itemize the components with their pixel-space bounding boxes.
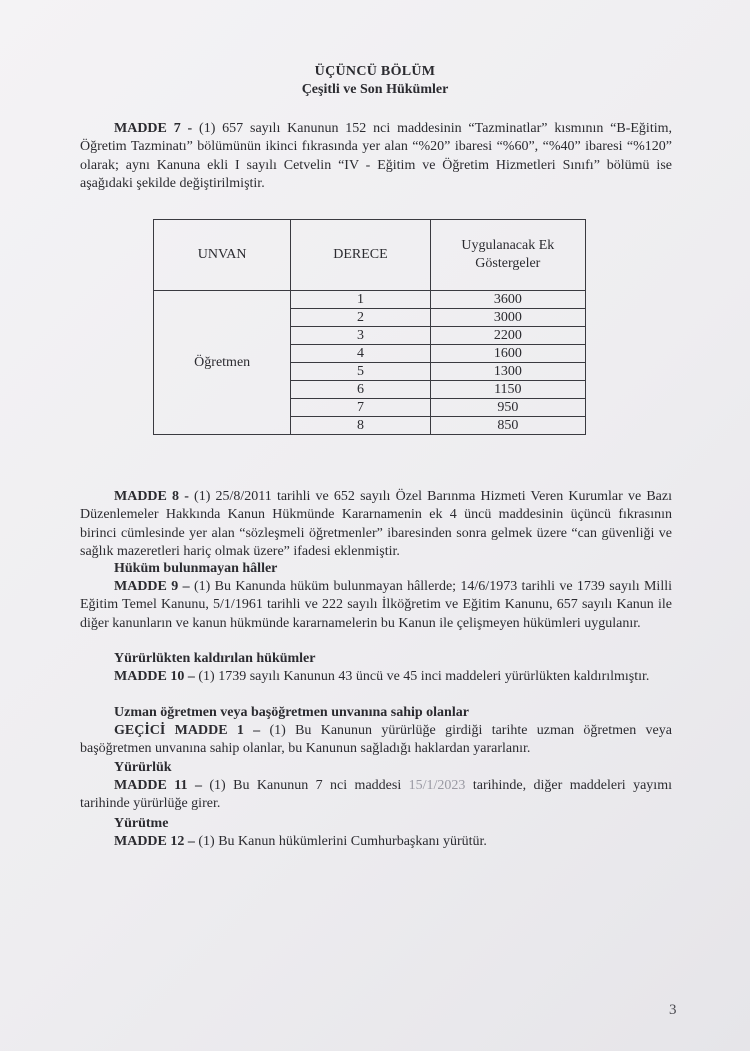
temporary-article-1-text: (1) Bu Kanunun yürürlüğe girdiği tarihte uzman öğretmen veya başöğretmen unvanına sahip olanlar, bu Kanunun sağladığı haklardan yararlanır. [80, 723, 672, 757]
article-12 [80, 833, 672, 851]
table-cell-gosterge: 3600 [430, 291, 585, 309]
article-11-label: MADDE 11 – [114, 778, 202, 793]
temporary-article-1 [80, 722, 672, 759]
article-11-date: 15/1/2023 [408, 778, 466, 793]
table-cell-gosterge: 1600 [430, 345, 585, 363]
heading-hukum-bulunmayan: Hüküm bulunmayan hâller [114, 561, 278, 576]
table-header-derece: DERECE [291, 220, 430, 291]
table-row [154, 291, 586, 309]
table-cell-derece: 1 [291, 291, 430, 309]
table-cell-derece: 2 [291, 309, 430, 327]
article-11-text-before: (1) Bu Kanunun 7 nci maddesi [201, 778, 409, 793]
table-cell-derece: 8 [291, 417, 430, 435]
article-8 [80, 488, 672, 561]
table-cell-derece: 4 [291, 345, 430, 363]
article-7 [80, 120, 672, 193]
table-cell-derece: 3 [291, 327, 430, 345]
article-10-text: (1) 1739 sayılı Kanunun 43 üncü ve 45 inci maddeleri yürürlükten kaldırılmıştır. [194, 669, 650, 684]
section-title: ÜÇÜNCÜ BÖLÜM [314, 64, 436, 79]
article-11 [80, 777, 672, 814]
table-cell-gosterge: 3000 [430, 309, 585, 327]
table-header-unvan: UNVAN [154, 220, 291, 291]
heading-uzman: Uzman öğretmen veya başöğretmen unvanına sahip olanlar [114, 705, 469, 720]
article-8-text: (1) 25/8/2011 tarihli ve 652 sayılı Özel Barınma Hizmeti Veren Kurumlar ve Bazı Düzenlemeler Hakkında Kanun Hükmünde Kararnamenin ek 4 üncü maddesinin üçüncü fıkrasının birinci cümlesinde yer alan “sözleşmeli öğretmenler” ibaresinden sonra gelmek üzere “can güvenliği ve sağlık mazeretleri hariç olmak üzere” ifadesi eklenmiştir. [80, 489, 672, 559]
heading-yururluk: Yürürlük [114, 760, 172, 775]
table-cell-derece: 5 [291, 363, 430, 381]
table-cell-derece: 6 [291, 381, 430, 399]
article-8-label: MADDE 8 - [114, 489, 189, 504]
table-header-gosterge: Uygulanacak Ek Göstergeler [430, 220, 585, 291]
table-cell-gosterge: 1150 [430, 381, 585, 399]
table-cell-unvan: Öğretmen [154, 291, 291, 435]
article-7-label: MADDE 7 - [114, 121, 193, 136]
article-11-text-after: tarihinde, diğer maddeleri yayımı tarihinde yürürlüğe girer. [80, 778, 672, 812]
section-subtitle: Çeşitli ve Son Hükümler [301, 82, 449, 97]
article-10-label: MADDE 10 – [114, 669, 195, 684]
article-9-text: (1) Bu Kanunda hüküm bulunmayan hâllerde; 14/6/1973 tarihli ve 1739 sayılı Milli Eğitim Temel Kanunu, 5/1/1961 tarihli ve 222 sayılı İlköğretim ve Eğitim Kanunu, 657 sayılı Kanun ile diğer kanunların ve kanun hükmünde kararnamelerin bu Kanun ile çelişmeyen hükümleri uygulanır. [80, 579, 672, 631]
heading-yururlukten: Yürürlükten kaldırılan hükümler [114, 651, 316, 666]
table-cell-gosterge: 850 [430, 417, 585, 435]
article-10 [80, 668, 672, 686]
temporary-article-1-label: GEÇİCİ MADDE 1 – [114, 723, 261, 738]
table-header-row [154, 220, 586, 291]
article-9-label: MADDE 9 – [114, 579, 190, 594]
ek-gosterge-table [153, 219, 586, 435]
table-cell-gosterge: 1300 [430, 363, 585, 381]
heading-yurutme: Yürütme [114, 816, 169, 831]
table-cell-gosterge: 2200 [430, 327, 585, 345]
article-12-label: MADDE 12 – [114, 834, 195, 849]
table-cell-gosterge: 950 [430, 399, 585, 417]
table-cell-derece: 7 [291, 399, 430, 417]
page-number: 3 [669, 1002, 677, 1018]
article-9 [80, 578, 672, 633]
article-12-text: (1) Bu Kanun hükümlerini Cumhurbaşkanı yürütür. [194, 834, 487, 849]
article-7-text: (1) 657 sayılı Kanunun 152 nci maddesinin “Tazminatlar” kısmının “B-Eğitim, Öğretim Tazminatı” bölümünün ikinci fıkrasında yer alan “%20” ibaresi “%60”, “%40” ibaresi “%120” olarak; aynı Kanuna ekli I sayılı Cetvelin “IV - Eğitim ve Öğretim Hizmetleri Sınıfı” bölümü ise aşağıdaki şekilde değiştirilmiştir. [80, 121, 672, 191]
